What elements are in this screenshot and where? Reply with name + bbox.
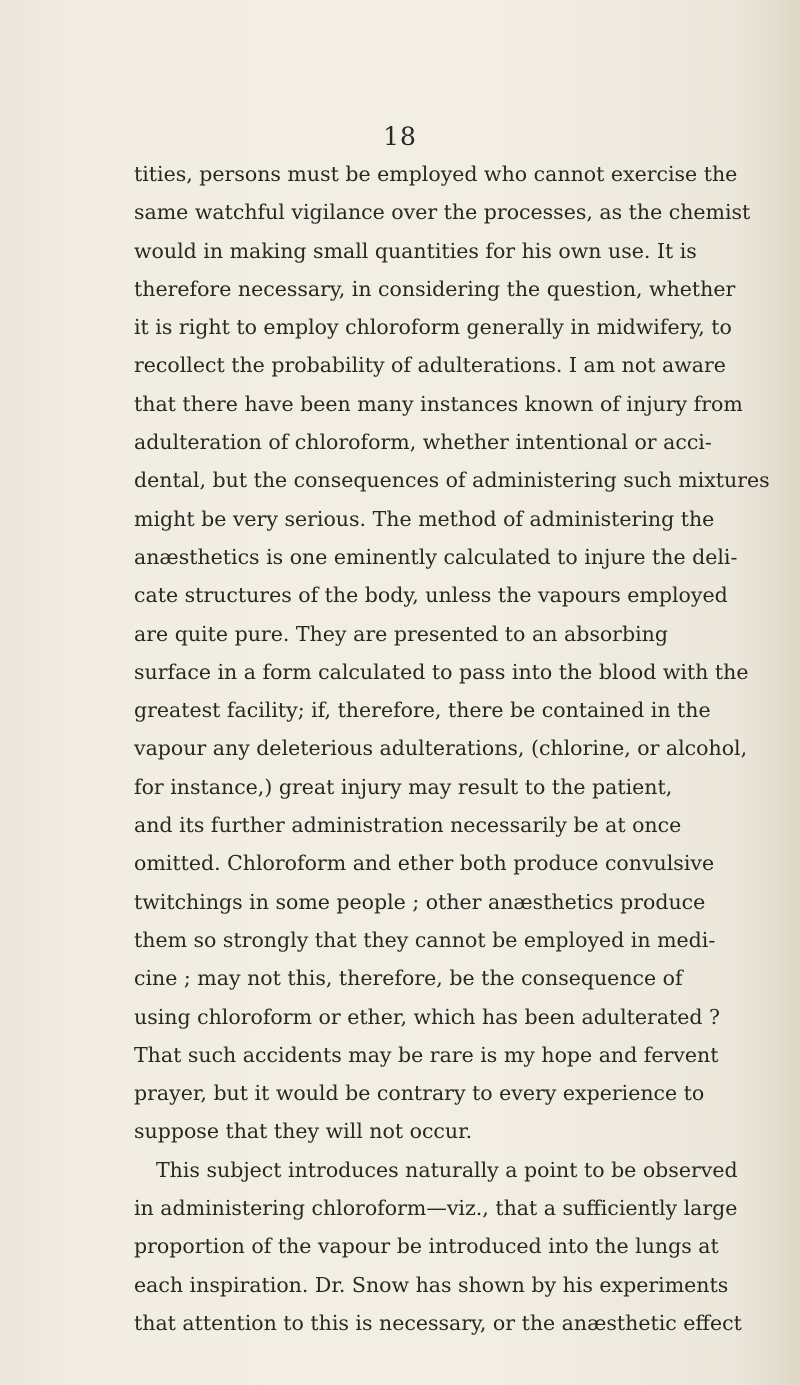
body-text: [134, 155, 770, 1342]
text-line: omitted. Chloroform and ether both produce convulsive: [134, 851, 715, 876]
text-line: surface in a form calculated to pass into the blood with the: [134, 659, 749, 684]
paragraph-start-line: This subject introduces naturally a point to be observed: [156, 1157, 738, 1182]
text-line: each inspiration. Dr. Snow has shown by his experiments: [134, 1272, 729, 1297]
text-line: using chloroform or ether, which has been adulterated ?: [134, 1004, 721, 1029]
text-line: anæsthetics is one eminently calculated to injure the deli-: [134, 544, 738, 569]
text-line: would in making small quantities for his own use. It is: [134, 238, 697, 263]
text-line: and its further administration necessarily be at once: [134, 813, 682, 838]
text-line: are quite pure. They are presented to an absorbing: [134, 621, 668, 646]
text-line: greatest facility; if, therefore, there be contained in the: [134, 698, 711, 723]
text-line: tities, persons must be employed who cannot exercise the: [134, 162, 738, 186]
text-line: dental, but the consequences of administering such mixtures: [134, 468, 770, 493]
text-line: same watchful vigilance over the processes, as the chemist: [134, 200, 751, 225]
text-line: that attention to this is necessary, or the anæsthetic effect: [134, 1310, 742, 1335]
paragraph-end-line: suppose that they will not occur.: [134, 1119, 473, 1144]
text-line: it is right to employ chloroform generally in midwifery, to: [134, 315, 732, 340]
text-line: cate structures of the body, unless the vapours employed: [134, 583, 728, 608]
text-line: vapour any deleterious adulterations, (chlorine, or alcohol,: [134, 736, 748, 761]
page-number: 18: [383, 122, 417, 151]
text-line: adulteration of chloroform, whether intentional or acci-: [134, 430, 712, 455]
text-line: twitchings in some people ; other anæsthetics produce: [134, 889, 706, 914]
text-line: cine ; may not this, therefore, be the consequence of: [134, 966, 683, 991]
text-line: therefore necessary, in considering the question, whether: [134, 276, 736, 301]
text-line: might be very serious. The method of administering the: [134, 506, 715, 531]
text-line: That such accidents may be rare is my hope and fervent: [134, 1042, 719, 1067]
text-line: that there have been many instances known of injury from: [134, 391, 743, 416]
text-line: for instance,) great injury may result to the patient,: [134, 774, 673, 799]
text-line: them so strongly that they cannot be employed in medi-: [134, 927, 716, 952]
text-line: recollect the probability of adulterations. I am not aware: [134, 353, 726, 378]
text-line: prayer, but it would be contrary to every experience to: [134, 1081, 705, 1106]
text-line: proportion of the vapour be introduced into the lungs at: [134, 1234, 719, 1259]
text-line: in administering chloroform—viz., that a sufficiently large: [134, 1196, 738, 1221]
